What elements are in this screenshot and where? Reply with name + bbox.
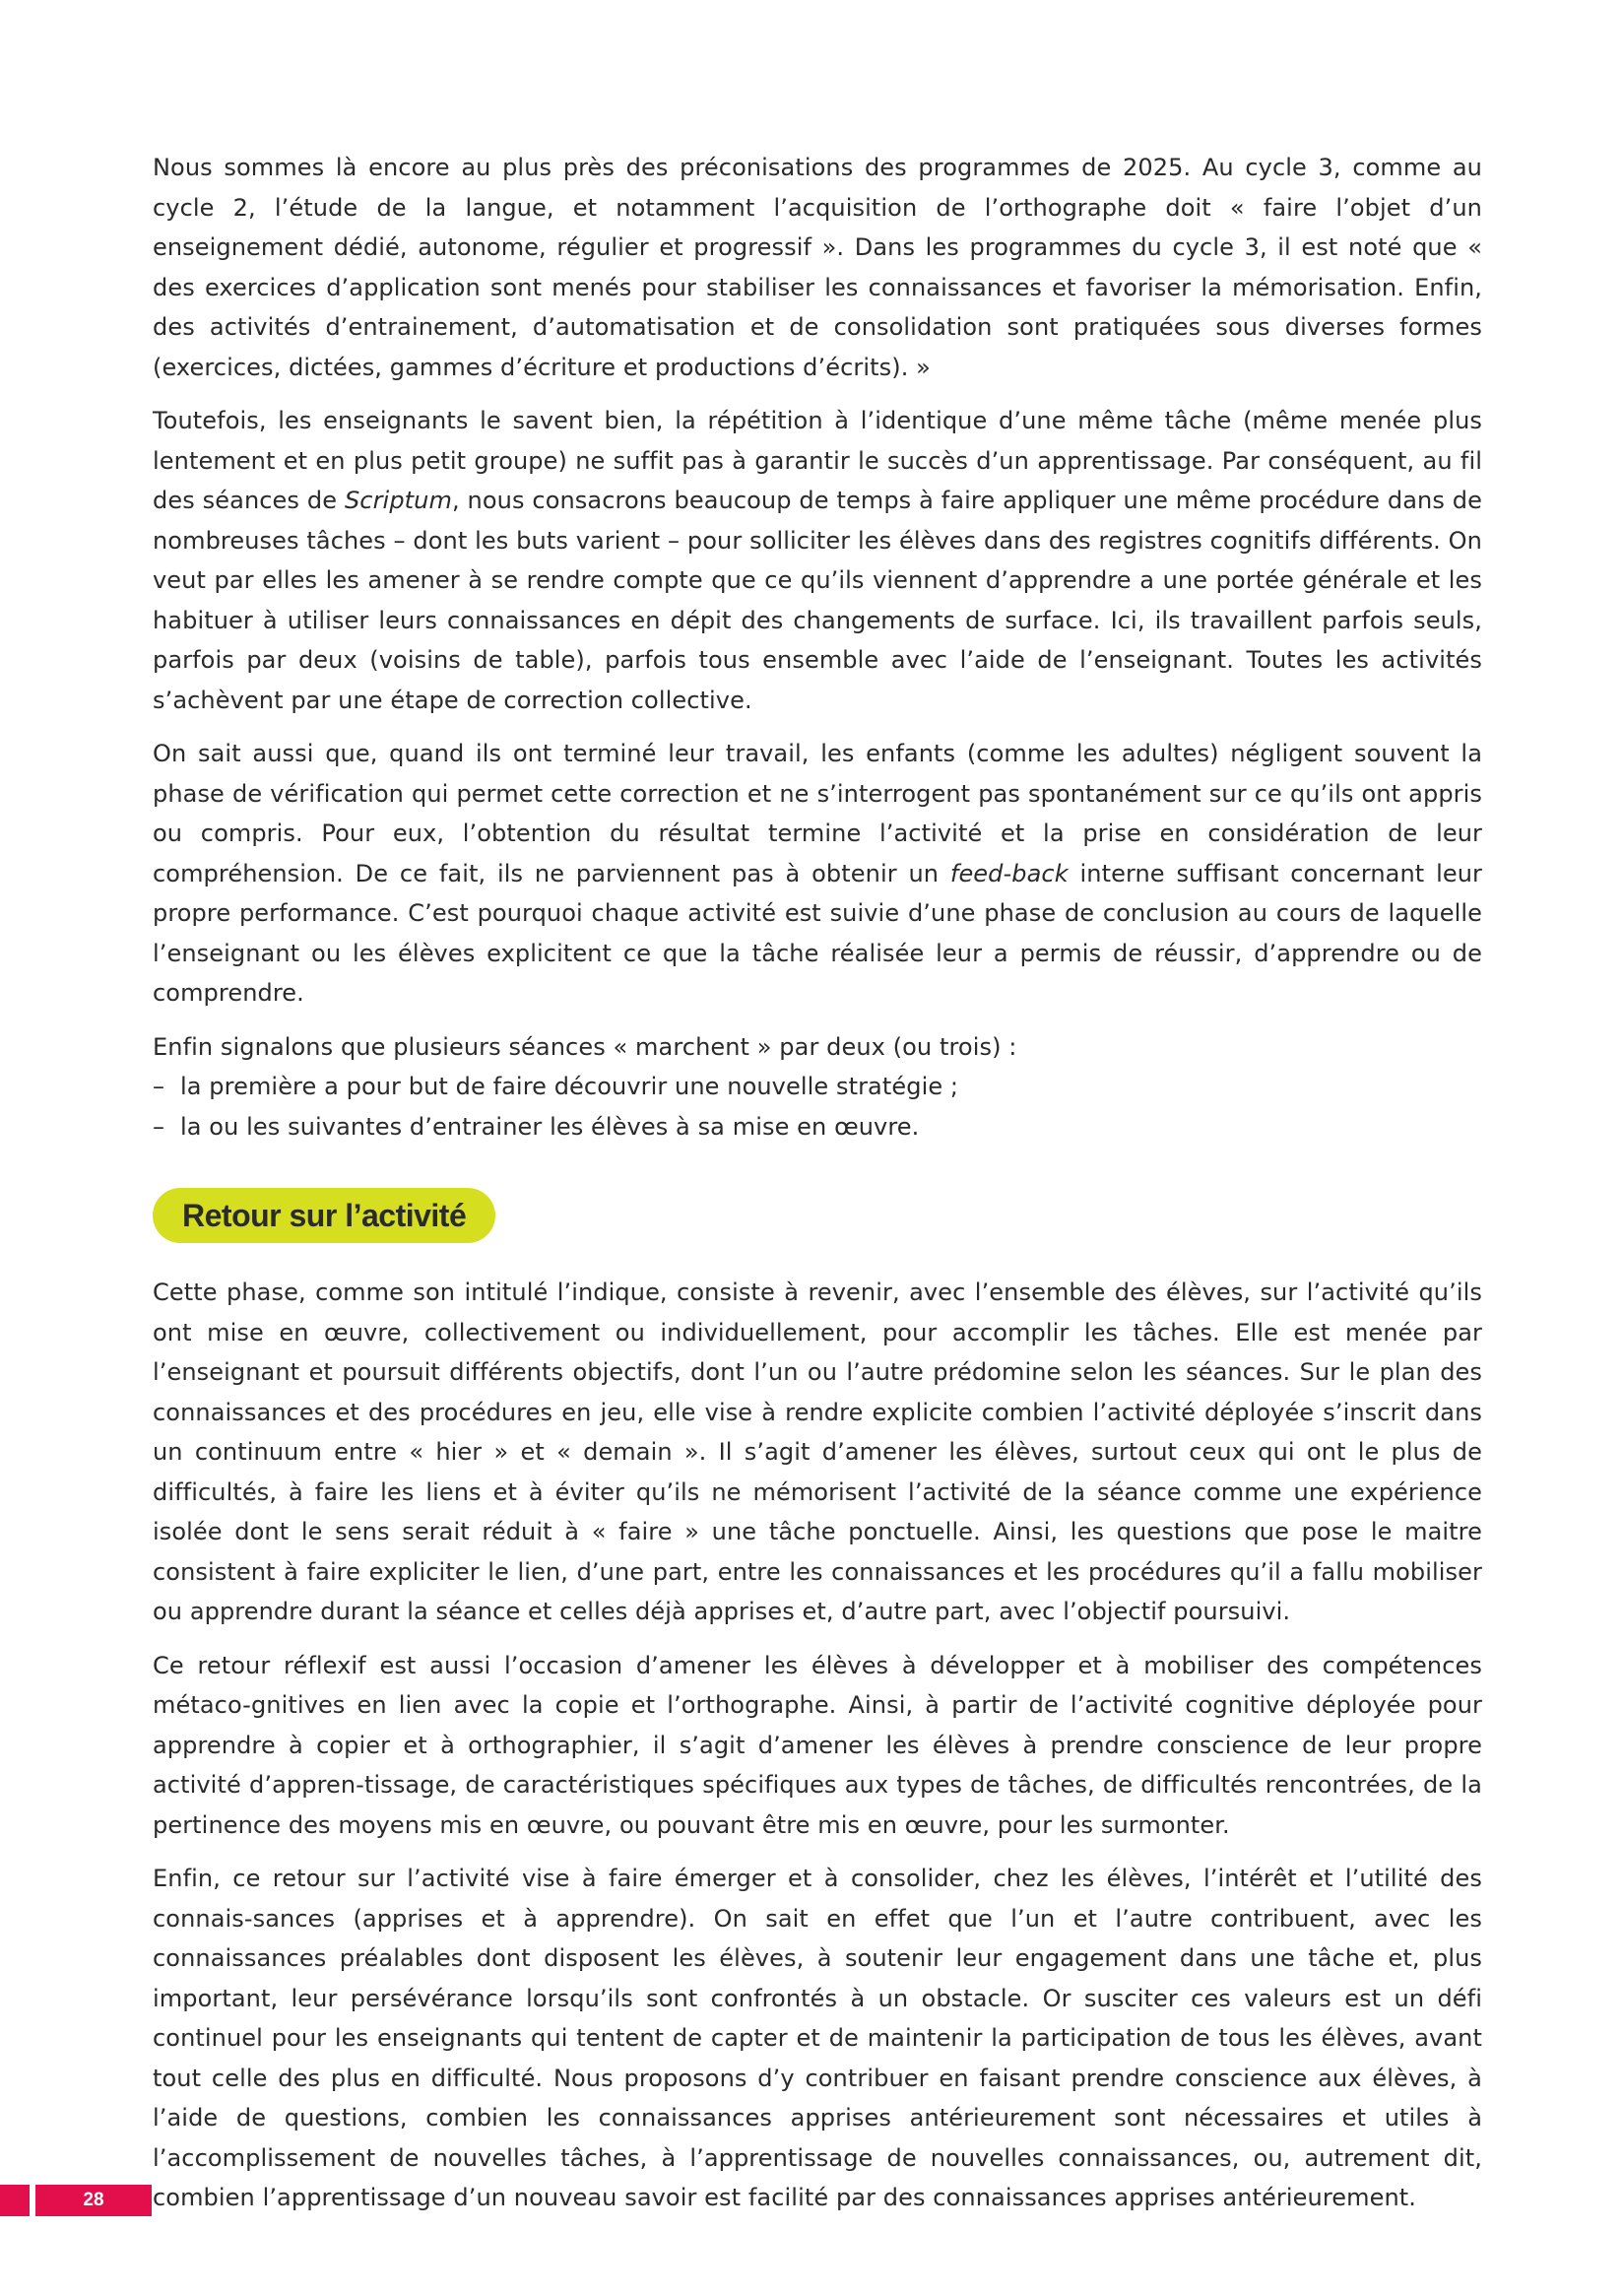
paragraph-text: Enfin, ce retour sur l’activité vise à faire émerger et à consolider, chez les élèves, l’intérêt et l’utilité des connais-sances (apprises et à apprendre). On sait en effet que l’un et l’autre contribuent, avec les connaissances préalables dont disposent les élèves, à soutenir leur engagement dans une tâche et, plus important, leur persévérance lorsqu’ils sont confrontés à un obstacle. Or susciter ces valeurs est un défi continuel pour les enseignants qui tentent de capter et de maintenir la participation de tous les élèves, avant tout celle des plus en difficulté. Nous proposons d’y contribuer en faisant prendre conscience aux élèves, à l’aide de questions, combien les connaissances apprises antérieurement sont nécessaires et utiles à l’accomplissement de nouvelles tâches, à l’apprentissage de nouvelles connaissances, ou, autrement dit, combien l’apprentissage d’un nouveau savoir est facilité par des connaissances apprises antérieurement. — [153, 1865, 1482, 2211]
page-footer — [0, 2185, 152, 2216]
list-item-text: la première a pour but de faire découvrir une nouvelle stratégie ; — [180, 1073, 959, 1100]
paragraph — [153, 148, 1482, 387]
paragraph — [153, 1859, 1482, 2218]
section-heading-wrap — [153, 1188, 1482, 1243]
footer-accent — [0, 2185, 30, 2216]
sessions-list — [153, 1027, 1482, 1148]
paragraph-text: On sait aussi que, quand ils ont terminé leur travail, les enfants (comme les adultes) négligent souvent la phase de vérification qui permet cette correction et ne s’interrogent pas spontanément sur ce qu’ils ont appris ou compris. Pour eux, l’obtention du résultat termine l’activité et la prise en considération de leur compréhension. De ce fait, ils ne parviennent pas à obtenir un — [153, 740, 1482, 887]
paragraph — [153, 734, 1482, 1014]
list-item — [153, 1067, 1482, 1107]
section-heading: Retour sur l’activité — [153, 1188, 495, 1243]
paragraph — [153, 1646, 1482, 1846]
list-item — [153, 1107, 1482, 1148]
paragraph-text: Cette phase, comme son intitulé l’indique, consiste à revenir, avec l’ensemble des élèves, sur l’activité qu’ils ont mise en œuvre, collectivement ou individuellement, pour accomplir les tâches. Elle est menée par l’enseignant et poursuit différents objectifs, dont l’un ou l’autre prédomine selon les séances. Sur le plan des connaissances et des procédures en jeu, elle vise à rendre explicite combien l’activité déployée s’inscrit dans un continuum entre « hier » et « demain ». Il s’agit d’amener les élèves, surtout ceux qui ont le plus de difficultés, à faire les liens et à éviter qu’ils ne mémorisent l’activité de la séance comme une expérience isolée dont le sens serait réduit à « faire » une tâche ponctuelle. Ainsi, les questions que pose le maitre consistent à faire expliciter le lien, d’une part, entre les connaissances et les procédures qu’il a fallu mobiliser ou apprendre durant la séance et celles déjà apprises et, d’autre part, avec l’objectif poursuivi. — [153, 1279, 1482, 1625]
paragraph-text: , nous consacrons beaucoup de temps à faire appliquer une même procédure dans de nombreuses tâches – dont les buts varient – pour solliciter les élèves dans des registres cognitifs différents. On veut par elles les amener à se rendre compte que ce qu’ils viennent d’apprendre a une portée générale et les habituer à utiliser leurs connaissances en dépit des changements de surface. Ici, ils travaillent parfois seuls, parfois par deux (voisins de table), parfois tous ensemble avec l’aide de l’enseignant. Toutes les activités s’achèvent par une étape de correction collective. — [153, 487, 1483, 714]
italic-term: Scriptum — [344, 487, 452, 514]
section-paragraphs — [153, 1273, 1482, 2218]
paragraph-text: Nous sommes là encore au plus près des préconisations des programmes de 2025. Au cycle 3, comme au cycle 2, l’étude de la langue, et notamment l’acquisition de l’orthographe doit « faire l’objet d’un enseignement dédié, autonome, régulier et progressif ». Dans les programmes du cycle 3, il est noté que « des exercices d’application sont menés pour stabiliser les connaissances et favoriser la mémorisation. Enfin, des activités d’entrainement, d’automatisation et de consolidation sont pratiquées sous diverses formes (exercices, dictées, gammes d’écriture et productions d’écrits). » — [153, 154, 1482, 381]
page-number: 28 — [35, 2185, 152, 2216]
paragraph-text: interne suffisant concernant leur propre performance. C’est pourquoi chaque activité est suivie d’une phase de conclusion au cours de laquelle l’enseignant ou les élèves explicitent ce que la tâche réalisée leur a permis de réussir, d’apprendre ou de comprendre. — [153, 859, 1482, 1007]
intro-paragraphs — [153, 148, 1482, 1014]
paragraph-text: Toutefois, les enseignants le savent bien, la répétition à l’identique d’une même tâche (même menée plus lentement et en plus petit groupe) ne suffit pas à garantir le succès d’un apprentissage. Par conséquent, au fil des séances de — [153, 407, 1482, 514]
italic-term: feed-back — [949, 859, 1069, 887]
list-dash: – — [153, 1073, 165, 1100]
paragraph-text: Ce retour réflexif est aussi l’occasion d’amener les élèves à développer et à mobiliser des compétences métaco-gnitives en lien avec la copie et l’orthographe. Ainsi, à partir de l’activité cognitive déployée pour apprendre à copier et à orthographier, il s’agit d’amener les élèves à prendre conscience de leur propre activité d’appren-tissage, de caractéristiques spécifiques aux types de tâches, de difficultés rencontrées, de la pertinence des moyens mis en œuvre, ou pouvant être mis en œuvre, pour les surmonter. — [153, 1651, 1482, 1839]
paragraph — [153, 401, 1482, 720]
list-item-text: la ou les suivantes d’entrainer les élèves à sa mise en œuvre. — [180, 1112, 920, 1141]
list-dash: – — [153, 1112, 165, 1141]
page-body — [153, 148, 1482, 2232]
paragraph — [153, 1273, 1482, 1632]
list-intro: Enfin signalons que plusieurs séances « marchent » par deux (ou trois) : — [153, 1032, 1017, 1061]
